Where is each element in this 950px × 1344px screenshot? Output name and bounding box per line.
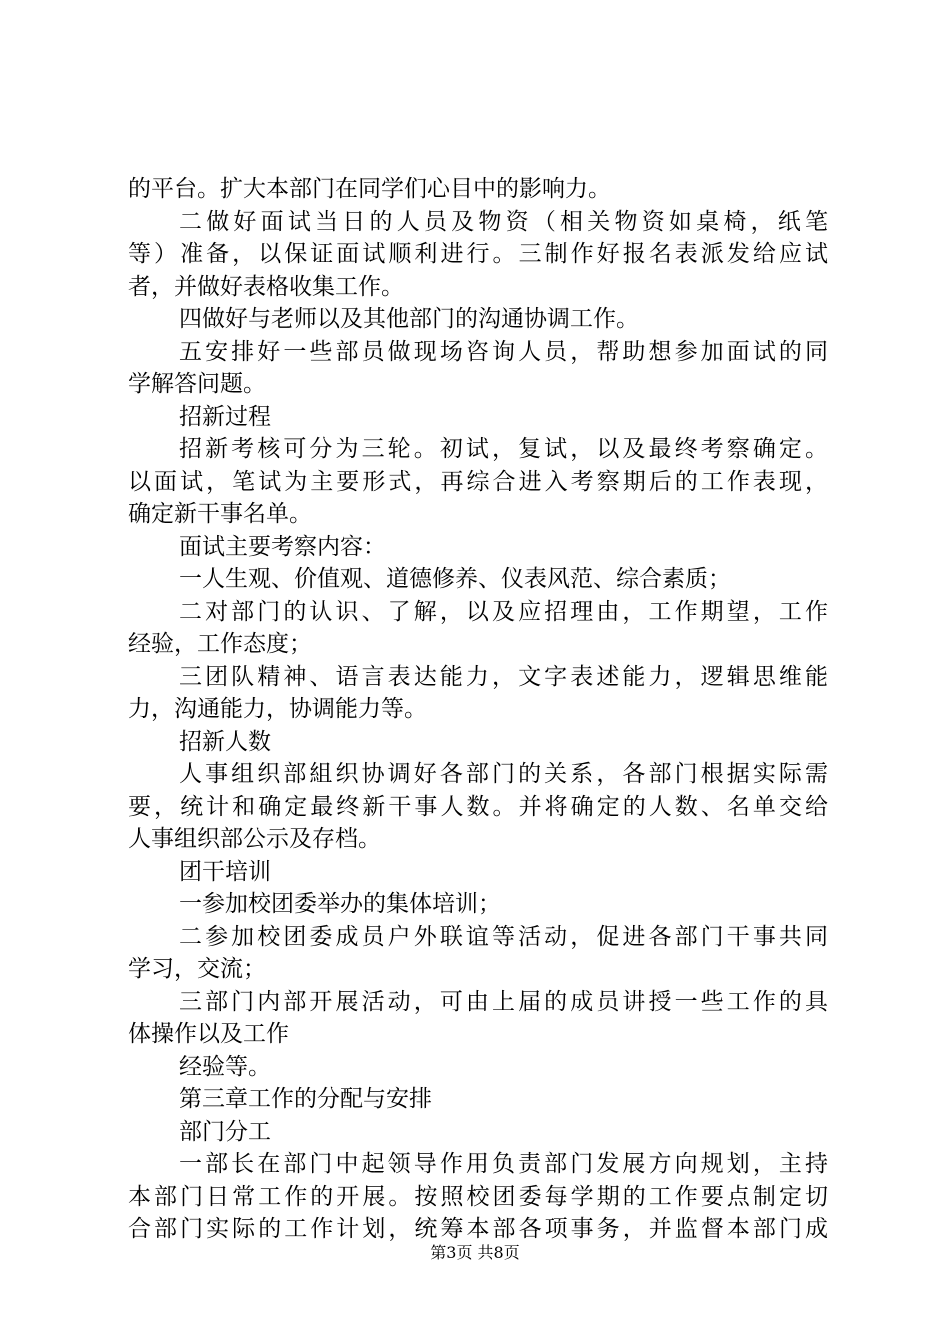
text-line: 人事组织部組织协调好各部门的关系，各部门根据实际需: [179, 761, 828, 787]
text-line: 招新过程: [179, 403, 271, 430]
text-line: 人事组织部公示及存档。: [128, 826, 381, 852]
text-line: 的平台。扩大本部门在同学们心目中的影响力。: [128, 176, 611, 202]
text-line: 团干培训: [179, 858, 271, 885]
text-line: 一参加校团委举办的集体培训；: [179, 891, 501, 917]
text-line: 学解答问题。: [128, 371, 266, 397]
text-line: 三部门内部开展活动，可由上届的成员讲授一些工作的具: [179, 988, 828, 1015]
text-line: 五安排好一些部员做现场咨询人员，帮助想参加面试的同: [179, 338, 828, 365]
text-line: 第三章工作的分配与安排: [179, 1086, 432, 1112]
text-line: 二做好面试当日的人员及物资（相关物资如桌椅，纸笔: [179, 208, 828, 235]
text-line: 面试主要考察内容：: [179, 533, 386, 560]
text-line: 确定新干事名单。: [128, 501, 312, 527]
text-line: 一人生观、价值观、道德修养、仪表风范、综合素质；: [179, 566, 731, 592]
page-footer: 第3页 共8页: [430, 1243, 520, 1262]
text-line: 本部门日常工作的开展。按照校团委每学期的工作要点制定切: [128, 1183, 828, 1210]
text-line: 二参加校团委成员户外联谊等活动，促进各部门干事共同: [179, 923, 828, 950]
text-line: 招新考核可分为三轮。初试，复试，以及最终考察确定。: [179, 436, 828, 462]
text-line: 一部长在部门中起领导作用负责部门发展方向规划，主持: [179, 1151, 828, 1177]
document-body: [128, 173, 828, 1246]
text-line: 要，统计和确定最终新干事人数。并将确定的人数、名单交给: [128, 793, 828, 820]
text-line: 等）准备，以保证面试顺利进行。三制作好报名表派发给应试: [128, 241, 828, 267]
text-line: 力，沟通能力，协调能力等。: [128, 696, 427, 722]
text-line: 合部门实际的工作计划，统筹本部各项事务，并监督本部门成: [128, 1216, 828, 1242]
text-line: 者，并做好表格收集工作。: [128, 273, 404, 300]
text-line: 以面试，笔试为主要形式，再综合进入考察期后的工作表现，: [128, 468, 828, 495]
text-line: 三团队精神、语言表达能力，文字表述能力，逻辑思维能: [179, 663, 828, 690]
text-line: 经验，工作态度；: [128, 631, 312, 657]
text-line: 学习，交流；: [128, 956, 266, 982]
text-line: 二对部门的认识、了解，以及应招理由，工作期望，工作: [179, 598, 828, 625]
text-line: 四做好与老师以及其他部门的沟通协调工作。: [179, 306, 639, 332]
text-line: 体操作以及工作: [128, 1021, 289, 1047]
text-line: 部门分工: [179, 1118, 271, 1145]
text-line: 招新人数: [179, 728, 271, 755]
text-line: 经验等。: [179, 1053, 271, 1080]
